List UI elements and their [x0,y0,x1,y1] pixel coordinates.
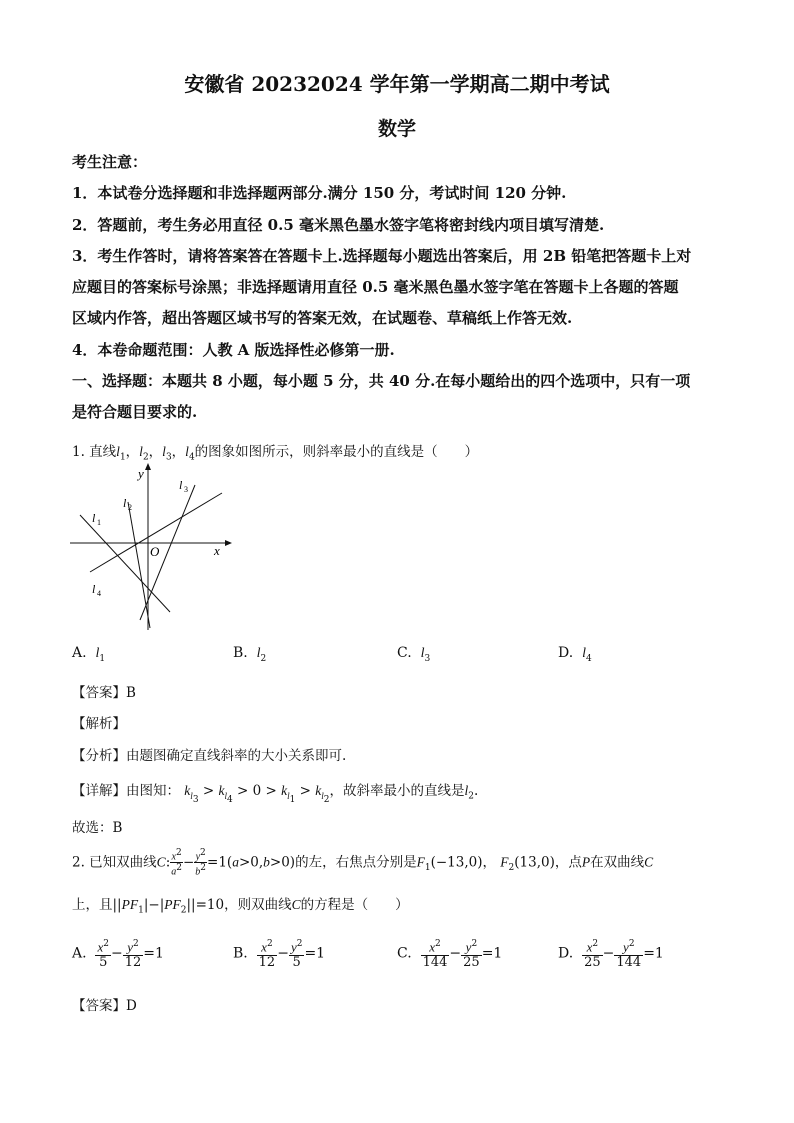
subject-title: 数学 [377,118,416,140]
l2-label: l [123,496,127,510]
q1-answer: 【答案】B [72,685,136,701]
q2-answer: 【答案】D [72,998,137,1014]
q1-option-b[interactable]: B. $l_2$ [233,645,267,664]
l1-label-sub: 1 [97,518,101,527]
question-1-stem: 1. 直线$l_1$，$l_2$，$l_3$，$l_4$的图象如图所示，则斜率最小的直线是（ ） [72,444,479,463]
line-l4 [90,493,222,572]
q1-detail: 【详解】由图知： $k_{l_3} > k_{l_4} > 0 > k_{l_1} > k_{l_2}$，故斜率最小的直线是$l_2$. [72,783,479,805]
origin-label: O [150,544,160,559]
y-axis-label: y [138,466,144,481]
l3-label: l [179,478,183,492]
question-2-line-2: 上，且$||PF_1|-|PF_2||=10$，则双曲线C的方程是（ ） [72,897,409,916]
notice-item-3-line-1: 3．考生作答时，请将答案答在答题卡上.选择题每小题选出答案后，用 2B 铅笔把答题卡上对 [72,247,692,265]
section-1-heading-line-2: 是符合题目要求的. [72,403,198,421]
l2-label-sub: 2 [128,503,132,512]
page-title: 安徽省 20232024 学年第一学期高二期中考试 [184,72,610,96]
q1-prefix: 1. 直线 [72,444,117,460]
notice-item-3-line-2: 应题目的答案标号涂黑；非选择题请用直径 0.5 毫米黑色墨水签字笔在答题卡上各题的答题 [72,278,679,296]
notice-heading: 考生注意： [72,153,148,171]
q1-choice: 故选：B [72,820,123,836]
y-axis-arrow [145,463,151,470]
q1-option-c[interactable]: C. $l_3$ [397,645,431,664]
notice-item-1: 1．本试卷分选择题和非选择题两部分.满分 150 分，考试时间 120 分钟. [72,184,567,202]
q1-analysis-tag: 【解析】 [72,716,126,732]
q1-suffix: 的图象如图所示，则斜率最小的直线是（ ） [194,444,479,460]
q2-option-b[interactable]: B. $\frac{x^2}{12}$ − $\frac{y^2}{5}$ =1 [233,939,326,971]
x-axis-label: x [214,543,220,558]
q2-option-a[interactable]: A. $\frac{x^2}{5}$ − $\frac{y^2}{12}$ =1 [72,939,164,971]
line-l1 [80,515,170,612]
q2-option-d[interactable]: D. $\frac{x^2}{25}$ − $\frac{y^2}{144}$ =1 [558,939,664,971]
l1-label: l [92,511,96,525]
line-l2 [128,502,150,628]
notice-item-2: 2．答题前，考生务必用直径 0.5 毫米黑色墨水签字笔将密封线内项目填写清楚. [72,216,605,234]
q1-option-a[interactable]: A. $l_1$ [72,645,106,664]
l3-label-sub: 3 [184,485,188,494]
notice-item-4: 4．本卷命题范围：人教 A 版选择性必修第一册. [72,341,395,359]
q2-option-c[interactable]: C. $\frac{x^2}{144}$ − $\frac{y^2}{25}$ =1 [397,939,503,971]
section-1-heading-line-1: 一、选择题：本题共 8 小题，每小题 5 分，共 40 分.在每小题给出的四个选项中，只有一项 [72,372,691,390]
q1-option-d[interactable]: D. $l_4$ [558,645,592,664]
l4-label-sub: 4 [97,589,101,598]
question-2-line-1: 2. 已知双曲线C: $\frac{x^2}{a^2}$ − $\frac{y^2}{b^2}$ =1(a>0,b>0)的左，右焦点分别是$F_1(-13,0)$， $F_2(13,0)$，点P在双曲线C [72,848,654,878]
q1-fenxi: 【分析】由题图确定直线斜率的大小关系即可. [72,748,347,764]
notice-item-3-line-3: 区域内作答，超出答题区域书写的答案无效，在试题卷、草稿纸上作答无效. [72,309,573,327]
q1-line-figure [70,460,240,635]
x-axis-arrow [225,540,232,546]
l4-label: l [92,582,96,596]
